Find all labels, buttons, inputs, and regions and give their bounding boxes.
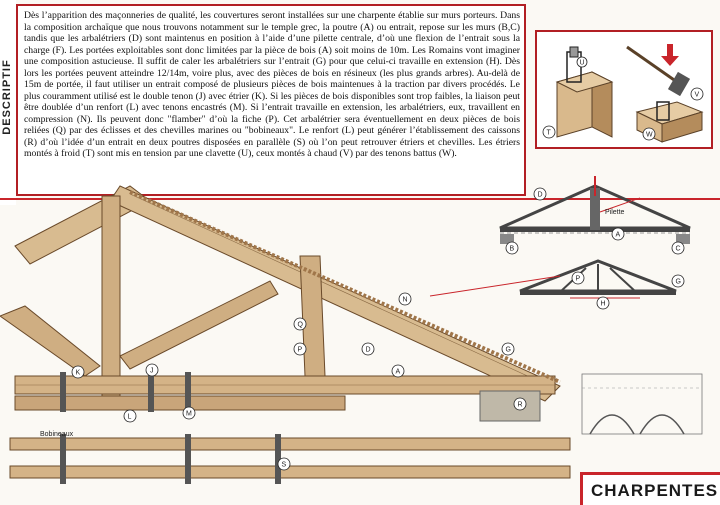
vault-sketch [582, 374, 702, 434]
label-k: K [75, 369, 81, 377]
label-l: L [127, 413, 132, 421]
pilette-label: Pilette [605, 209, 625, 216]
label-g: G [505, 346, 511, 354]
stirrup-detail-illustration [537, 32, 711, 147]
label-a-top: A [615, 231, 621, 239]
label-q: Q [297, 321, 303, 329]
label-u: U [579, 59, 585, 67]
stirrup-detail-box [535, 30, 713, 149]
label-b-top: B [509, 245, 515, 253]
descriptif-label: DESCRIPTIF [1, 59, 13, 135]
hammer-drawing [627, 44, 690, 96]
label-m: M [186, 410, 192, 418]
section-title: CHARPENTES [591, 481, 719, 500]
bobineaux-label: Bobineaux [40, 431, 74, 438]
roof-truss-illustration [0, 191, 720, 505]
label-d-top: D [537, 191, 543, 199]
label-g-diag: G [675, 278, 681, 286]
label-s: S [281, 461, 287, 469]
label-h-diag: H [600, 300, 606, 308]
label-d: D [365, 346, 371, 354]
main-truss-drawing [0, 186, 570, 484]
label-v: V [694, 91, 700, 99]
descriptif-tab [0, 0, 16, 205]
label-j: J [150, 367, 154, 375]
label-w: W [646, 131, 653, 139]
text-box [16, 4, 526, 196]
roman-truss-diagram [399, 261, 684, 309]
body-text [24, 10, 520, 160]
label-p-diag: P [575, 275, 581, 283]
section-title-tab [580, 472, 720, 505]
label-a: A [395, 368, 401, 376]
label-c-top: C [675, 245, 681, 253]
body-paragraph: Dès l’apparition des maçonneries de qualité, les couvertures seront installées sur une charpente établie sur murs porteurs. Dans la composition archaïque que nous trouvons notamment sur le temple grec, la poutre (A) ou entrait, repose sur les murs (B,C) tandis que les arbalétriers (D) sont maintenus en position à l’aide d’une pilette centrale, d’où une flexion de l’entrait sous la charge (F). Les portées exploitables sont donc limitées par la pièce de bois (A) soit moins de 10m. Les Romains vont imaginer une composition astucieuse. Il suffit de caler les arbalétriers sur l’entrait (G) pour que celui-ci travaille en extension (H). Dès lors les portées peuvent atteindre 12/14m, voire plus, avec des pièces de bois en résineux (les plus grands arbres). Au-delà de 15m de portée, il faut utiliser un entrait composé de plusieurs pièces de bois maintenues à la traction par divers procédés. Le plus couramment utilisé est le double tenon (J) avec étrier (K). Si les pièces de bois disponibles sont trop faibles, la liaison peut être doublée d’un renfort (L) avec tenons encastrés (M). Si l’entrait travaille en extension, les arbalétriers, eux, travaillent en compression (N). Ils peuvent donc "flamber" d’où la fiche (P). Cet arbalétrier sera éventuellement en deux pièces de bois reliées (Q) par des éclisses et des chevilles marines ou "bobineaux". Le renfort (L) peut générer l’établissement des caissons (R) d’où l’idée d’un entrait en deux poutres disposées en parallèle (S) où l’on peut retrouver étriers et chevilles. Les étriers montés à froid (T) sont mis en tension par une clavette (U), ceux montés à chaud (V) par des tenons battus (W). [24, 10, 520, 159]
label-n-diag: N [402, 296, 408, 304]
archaic-truss-diagram [500, 176, 690, 254]
label-t: T [546, 129, 551, 137]
label-r: R [517, 401, 523, 409]
label-p: P [297, 346, 303, 354]
